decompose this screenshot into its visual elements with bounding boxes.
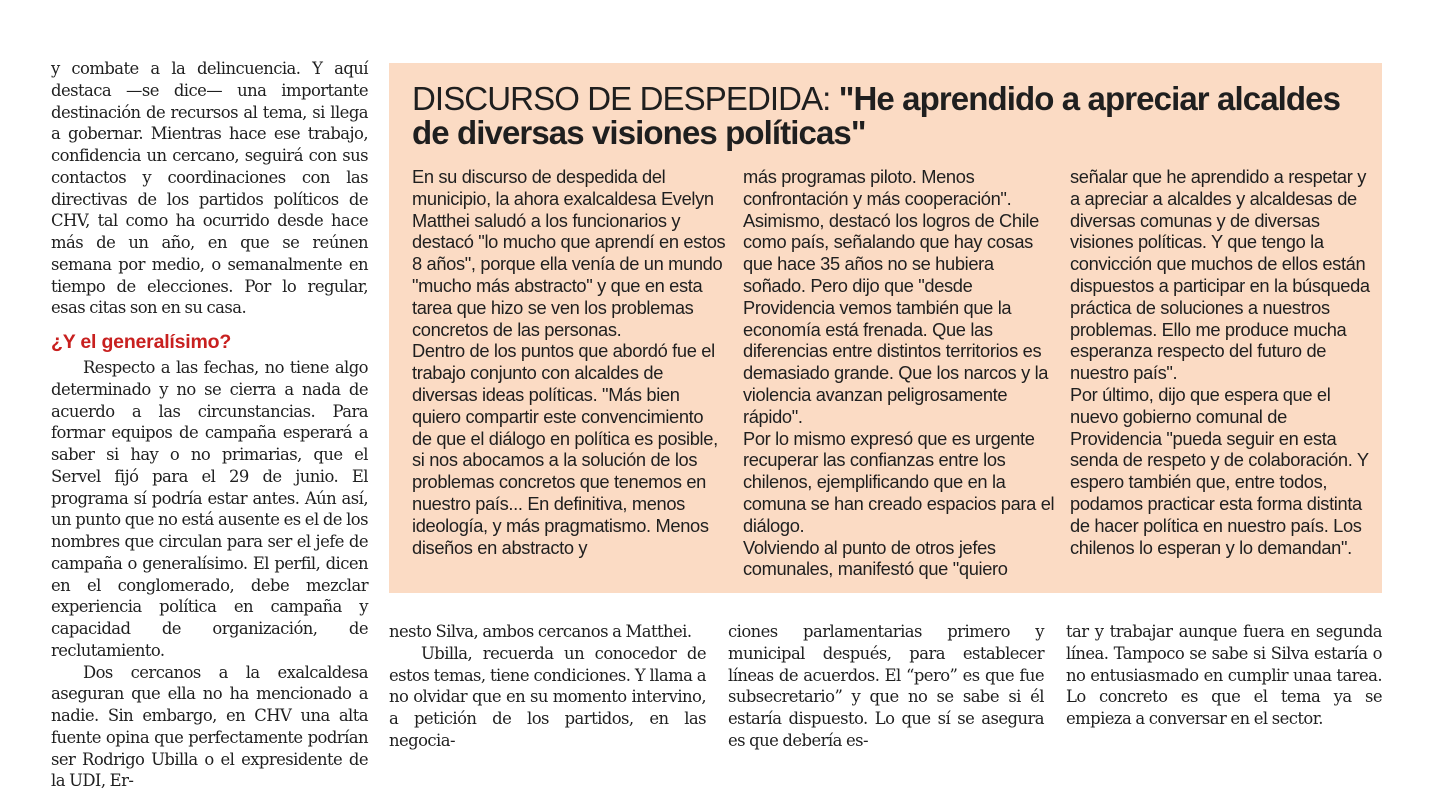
bottom-paragraph: Ubilla, recuerda un conocedor de estos temas, tiene condiciones. Y llama a no olvidar que en su momento intervino, a petición de los partidos, en las negocia- bbox=[389, 643, 706, 752]
box-column-3 bbox=[1070, 166, 1375, 558]
box-paragraph: Volviendo al punto de otros jefes comunales, manifestó que "quiero bbox=[743, 537, 1055, 581]
bottom-paragraph: tar y trabajar aunque fuera en segunda línea. Tampoco se sabe si Silva estaría o no entusiasmado en cumplir unaa tarea. Lo concreto es que el tema ya se empieza a conversar en el sector. bbox=[1066, 621, 1382, 730]
section-subheading: ¿Y el generalísimo? bbox=[51, 330, 368, 354]
bottom-paragraph: nesto Silva, ambos cercanos a Matthei. bbox=[389, 621, 706, 643]
box-paragraph: Por último, dijo que espera que el nuevo gobierno comunal de Providencia "pueda seguir en esta senda de respeto y de colaboración. Y espero también que, entre todos, podamos practicar esta forma distinta de hacer política en nuestro país. Los chilenos lo esperan y lo demandan". bbox=[1070, 384, 1375, 558]
sidebar-box bbox=[389, 63, 1382, 593]
left-paragraph-1: y combate a la delincuencia. Y aquí destaca —se dice— una importante destinación de recursos al tema, si llega a gobernar. Mientras hace ese trabajo, confidencia un cercano, seguirá con sus contactos y coordinaciones con las directivas de los partidos políticos de CHV, tal como ha ocurrido desde hace más de un año, en que se reúnen semana por medio, o semanalmente en tiempo de elecciones. Por lo regular, esas citas son en su casa. bbox=[51, 58, 368, 319]
bottom-paragraph: ciones parlamentarias primero y municipal después, para establecer líneas de acuerdos. El “pero” es que fue subsecretario” y que no se sabe si él estaría dispuesto. Lo que sí se asegura es que debería es- bbox=[728, 621, 1044, 752]
box-paragraph: más programas piloto. Menos confrontación y más cooperación". bbox=[743, 166, 1055, 210]
box-headline: "He aprendido a apreciar alcaldes de diversas visiones políticas" bbox=[412, 80, 1340, 151]
left-article-column bbox=[51, 58, 368, 792]
box-paragraph: Asimismo, destacó los logros de Chile como país, señalando que hay cosas que hace 35 años no se hubiera soñado. Pero dijo que "desde Providencia vemos también que la economía está frenada. Que las diferencias entre distintos territorios es demasiado grande. Que los narcos y la violencia avanzan peligrosamente rápido". bbox=[743, 210, 1055, 428]
box-paragraph: Dentro de los puntos que abordó fue el trabajo conjunto con alcaldes de diversas ideas políticas. "Más bien quiero compartir este convencimiento de que el diálogo en política es posible, si nos abocamos a la solución de los problemas concretos que tenemos en nuestro país... En definitiva, menos ideología, y más pragmatismo. Menos diseños en abstracto y bbox=[412, 340, 727, 558]
box-kicker: DISCURSO DE DESPEDIDA: bbox=[412, 80, 830, 117]
bottom-article-column-2 bbox=[728, 621, 1044, 752]
box-column-1 bbox=[412, 166, 727, 558]
bottom-article-column-3 bbox=[1066, 621, 1382, 730]
box-paragraph: Por lo mismo expresó que es urgente recuperar las confianzas entre los chilenos, ejemplificando que en la comuna se han creado espacios para el diálogo. bbox=[743, 428, 1055, 537]
left-paragraph-2: Respecto a las fechas, no tiene algo determinado y no se cierra a nada de acuerdo a las circunstancias. Para formar equipos de campaña esperará a saber si hay o no primarias, que el Servel fijó para el 29 de junio. El programa sí podría estar antes. Aún así, un punto que no está ausente es el de los nombres que circulan para ser el jefe de campaña o generalísimo. El perfil, dicen en el conglomerado, debe mezclar experiencia política en campaña y capacidad de organización, de reclutamiento. bbox=[51, 357, 368, 662]
box-column-2 bbox=[743, 166, 1055, 580]
box-title bbox=[412, 82, 1352, 150]
bottom-article-column-1 bbox=[389, 621, 706, 752]
box-paragraph: señalar que he aprendido a respetar y a apreciar a alcaldes y alcaldesas de diversas comunas y de diversas visiones políticas. Y que tengo la convicción que muchos de ellos están dispuestos a participar en la búsqueda práctica de soluciones a nuestros problemas. Ello me produce mucha esperanza respecto del futuro de nuestro país". bbox=[1070, 166, 1375, 384]
left-paragraph-3: Dos cercanos a la exalcaldesa aseguran que ella no ha mencionado a nadie. Sin embargo, en CHV una alta fuente opina que perfectamente podrían ser Rodrigo Ubilla o el expresidente de la UDI, Er- bbox=[51, 662, 368, 792]
box-paragraph: En su discurso de despedida del municipio, la ahora exalcaldesa Evelyn Matthei saludó a los funcionarios y destacó "lo mucho que aprendí en estos 8 años", porque ella venía de un mundo "mucho más abstracto" y que en esta tarea que hizo se ven los problemas concretos de las personas. bbox=[412, 166, 727, 340]
